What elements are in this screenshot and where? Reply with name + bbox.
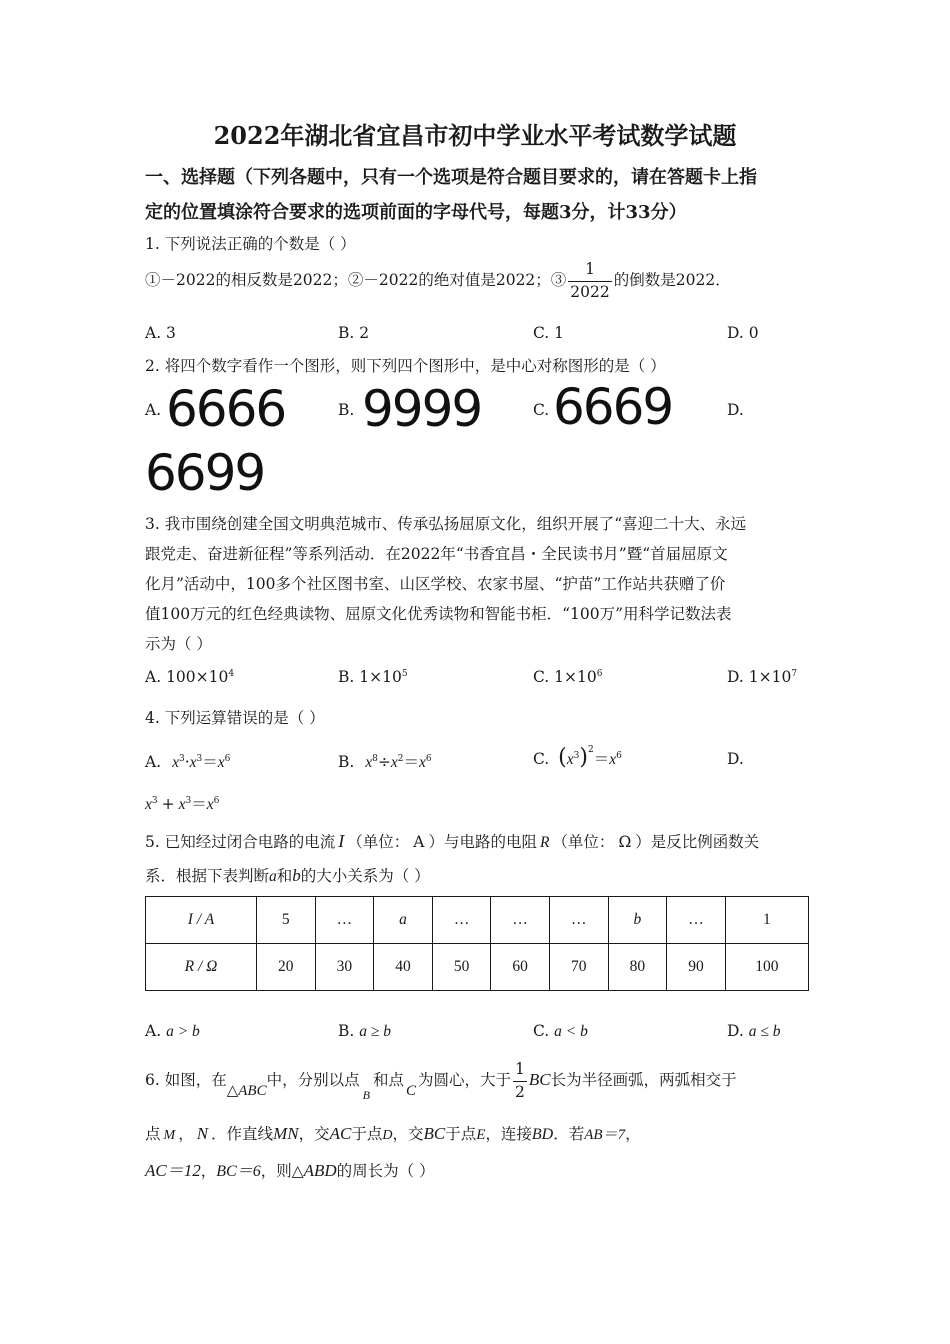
- q6-text-1d: 为圆心，大于: [417, 1071, 511, 1089]
- q5-option-b-expr: a ≥ b: [359, 1023, 392, 1040]
- q5-line-2: [145, 864, 430, 886]
- q6-point-d: D: [382, 1128, 393, 1143]
- q1-option-c[interactable]: C. 1: [533, 324, 565, 342]
- q4-option-a[interactable]: [145, 750, 230, 772]
- q6-frac-num: 1: [515, 1060, 525, 1078]
- q6-triangle-abc: △ABC: [226, 1083, 267, 1099]
- q5-text-1d: （单位：: [552, 833, 615, 851]
- q6-ab-eq: AB＝7: [584, 1127, 626, 1143]
- q6-line-mn: MN: [273, 1124, 299, 1143]
- q6-point-b: B: [362, 1088, 370, 1102]
- q4-stem: 4. 下列运算错误的是（ ）: [145, 709, 325, 727]
- section-heading-line2: 定的位置填涂符合要求的选项前面的字母代号，每题3分，计33分）: [145, 202, 687, 223]
- q4-d-eq: ＝: [191, 795, 207, 813]
- q3-line-3: 化月”活动中，100多个社区图书室、山区学校、农家书屋、“护苗”工作站共获赠了价: [145, 575, 726, 593]
- q3-option-b[interactable]: [338, 668, 408, 686]
- q4-c-e1: 3: [573, 751, 580, 761]
- q6-segment-bc-2: BC: [423, 1124, 446, 1143]
- q6-segment-bd: BD: [531, 1126, 554, 1143]
- q1-part-a: ①－2022的相反数是2022；②－2022的绝对值是2022；③: [145, 271, 567, 289]
- q4-c-x1: x: [566, 751, 574, 768]
- q1-option-a[interactable]: A. 3: [145, 324, 176, 342]
- q5-text-2b: 和: [276, 867, 293, 885]
- q4-option-c[interactable]: [533, 745, 622, 770]
- q4-option-b[interactable]: [338, 750, 432, 772]
- q4-a-x2: x: [189, 754, 197, 771]
- q3-option-d-base: 1×10: [748, 668, 792, 686]
- q2-option-b-label[interactable]: B.: [338, 401, 355, 419]
- q6-ac-eq: AC＝12: [145, 1161, 201, 1180]
- q4-option-d-expr: [145, 792, 219, 814]
- q4-d-e1: 3: [151, 796, 158, 806]
- q6-line-3: [145, 1156, 435, 1181]
- q6-text-2i: ．若: [553, 1125, 585, 1143]
- q6-text-2c: ．作直线: [211, 1125, 274, 1143]
- q4-a-x3: x: [217, 754, 225, 771]
- q6-text-2e: 于点: [351, 1125, 383, 1143]
- q4-d-x1: x: [145, 796, 152, 813]
- q6-text-2h: ，连接: [485, 1125, 532, 1143]
- q4-c-e3: 6: [616, 751, 622, 761]
- q6-text-1b: 中，分别以点: [266, 1071, 360, 1089]
- q3-option-c-label: C.: [533, 668, 550, 686]
- q6-bc-eq: BC＝6: [216, 1163, 261, 1180]
- q6-text-2b: ，: [178, 1125, 194, 1143]
- q6-text-2d: ，交: [298, 1125, 330, 1143]
- q6-text-3a: ，: [200, 1162, 217, 1180]
- q3-option-b-exp: 5: [401, 669, 408, 679]
- q1-option-d[interactable]: D. 0: [727, 324, 759, 342]
- q5-text-1b: （单位：: [347, 833, 410, 851]
- q3-option-c-base: 1×10: [554, 668, 597, 686]
- q3-line-1: 3. 我市围绕创建全国文明典范城市、传承弘扬屈原文化，组织开展了“喜迎二十大、永远: [145, 515, 747, 533]
- q5-var-b: b: [292, 866, 301, 885]
- q5-option-c-label: C.: [533, 1022, 550, 1040]
- q2-figure-b: 9999: [362, 380, 482, 438]
- q4-d-e2: 3: [185, 796, 192, 806]
- q3-option-b-label: B.: [338, 668, 355, 686]
- q4-b-e3: 6: [425, 754, 432, 764]
- q6-segment-ac: AC: [329, 1124, 352, 1143]
- q3-line-4: 值100万元的红色经典读物、屈原文化优秀读物和智能书柜．“100万”用科学记数法表: [145, 605, 732, 623]
- q4-a-x1: x: [172, 754, 179, 771]
- table-cell: 1: [725, 897, 808, 944]
- q4-c-paren-close: ): [579, 745, 588, 770]
- q1-statement: [145, 262, 731, 300]
- table-cell: …: [432, 897, 491, 944]
- q6-fraction: [513, 1062, 527, 1100]
- table-cell: 30: [315, 944, 374, 991]
- q3-option-b-base: 1×10: [359, 668, 402, 686]
- q4-c-x2: x: [609, 751, 617, 768]
- q5-option-c[interactable]: [533, 1022, 588, 1041]
- q5-text-1a: 5. 已知经过闭合电路的电流: [145, 833, 336, 851]
- q5-text-1e: ）是反比例函数关: [635, 833, 760, 851]
- table-cell: 70: [549, 944, 608, 991]
- q4-option-a-label: A.: [145, 753, 162, 771]
- q6-point-n: N: [196, 1124, 209, 1143]
- q5-option-a-label: A.: [145, 1022, 162, 1040]
- q3-option-a-base: 100×10: [166, 668, 229, 686]
- q1-stem: 1. 下列说法正确的个数是（ ）: [145, 235, 356, 253]
- q4-b-x1: x: [365, 754, 373, 771]
- q4-b-x2: x: [390, 754, 398, 771]
- q4-a-eq: ＝: [202, 753, 218, 771]
- q3-option-c[interactable]: [533, 668, 602, 686]
- q2-figure-c: 6669: [553, 378, 673, 436]
- table-cell: 5: [257, 897, 316, 944]
- q6-point-c: C: [405, 1083, 416, 1099]
- q6-segment-bc: BC: [528, 1070, 551, 1089]
- q1-part-b: 的倒数是2022．: [613, 271, 731, 289]
- q5-option-b-label: B.: [338, 1022, 355, 1040]
- q3-option-a-exp: 4: [228, 669, 235, 679]
- q4-b-op: ÷: [377, 753, 391, 771]
- q3-option-a-label: A.: [145, 668, 162, 686]
- q4-c-eq: ＝: [593, 750, 610, 768]
- q4-a-e3: 6: [224, 754, 231, 764]
- q4-d-x2: x: [178, 796, 186, 813]
- q5-var-i: I: [338, 831, 345, 851]
- q4-a-e2: 3: [196, 754, 203, 764]
- q3-option-d-label: D.: [727, 668, 744, 686]
- q2-figure-d: 6699: [145, 444, 265, 502]
- q5-option-d[interactable]: [727, 1022, 781, 1041]
- q4-b-eq: ＝: [403, 753, 420, 771]
- q4-d-op: +: [161, 795, 175, 813]
- q5-text-1c: ）与电路的电阻: [428, 833, 537, 851]
- q5-option-a[interactable]: [145, 1022, 200, 1041]
- q3-option-d-exp: 7: [791, 669, 798, 679]
- q6-text-1a: 6. 如图，在: [145, 1071, 227, 1089]
- table-cell: 80: [608, 944, 667, 991]
- q5-option-a-expr: a > b: [166, 1023, 200, 1040]
- q4-a-e1: 3: [178, 754, 185, 764]
- q5-text-2a: 系．根据下表判断: [145, 867, 270, 885]
- table-cell: 60: [491, 944, 550, 991]
- q4-b-e2: 2: [397, 754, 404, 764]
- q6-text-3c: 的周长为（ ）: [336, 1162, 435, 1180]
- q6-triangle-abd: ABD: [303, 1161, 337, 1180]
- table-cell: b: [608, 897, 667, 944]
- q6-point-e: E: [476, 1127, 486, 1143]
- table-row: [146, 944, 809, 991]
- table-cell: …: [667, 897, 726, 944]
- q1-option-b[interactable]: B. 2: [338, 324, 370, 342]
- table-cell: 20: [257, 944, 316, 991]
- q6-text-2g: 于点: [445, 1125, 477, 1143]
- q3-option-d[interactable]: [727, 668, 797, 686]
- table-cell: 50: [432, 944, 491, 991]
- q5-var-r: R: [539, 834, 550, 851]
- q5-option-b[interactable]: [338, 1022, 391, 1041]
- table-cell: 90: [667, 944, 726, 991]
- q1-frac-num: 1: [585, 260, 595, 278]
- section-heading-line1: 一、选择题（下列各题中，只有一个选项是符合题目要求的，请在答题卡上指: [145, 167, 757, 188]
- q4-option-b-label: B.: [338, 753, 355, 771]
- table-cell: …: [491, 897, 550, 944]
- q5-table: [145, 896, 809, 991]
- q1-frac-den: 2022: [570, 282, 610, 301]
- q6-line-1: [145, 1062, 737, 1100]
- table-cell: a: [374, 897, 433, 944]
- table-row: [146, 897, 809, 944]
- q6-text-1e: 长为半径画弧，两弧相交于: [550, 1071, 737, 1089]
- q2-figure-a: 6666: [166, 380, 286, 438]
- q3-line-5: 示为（ ）: [145, 635, 212, 653]
- q6-text-1c: 和点: [372, 1071, 404, 1089]
- q6-text-2j: ，: [625, 1125, 641, 1143]
- q6-point-m: M: [163, 1128, 176, 1143]
- q5-option-d-label: D.: [727, 1022, 744, 1040]
- q3-line-2: 跟党走、奋进新征程”等系列活动．在2022年“书香宜昌・全民读书月”暨“首届屈原文: [145, 545, 728, 563]
- q4-c-outer-exp: 2: [587, 745, 594, 755]
- q4-option-c-label: C.: [533, 750, 550, 768]
- q4-option-d-label[interactable]: D.: [727, 750, 744, 768]
- q2-option-d-label[interactable]: D.: [727, 401, 744, 419]
- table-cell: …: [549, 897, 608, 944]
- table-cell: I / A: [146, 897, 257, 944]
- table-cell: R / Ω: [146, 944, 257, 991]
- q3-option-a[interactable]: [145, 668, 234, 686]
- q6-text-2a: 点: [145, 1125, 161, 1143]
- q5-option-d-expr: a ≤ b: [748, 1023, 781, 1040]
- q5-text-2c: 的大小关系为（ ）: [300, 867, 430, 885]
- table-cell: 40: [374, 944, 433, 991]
- q1-fraction: [568, 262, 611, 300]
- q2-option-a-label[interactable]: A.: [145, 401, 162, 419]
- q4-d-e3: 6: [213, 796, 220, 806]
- q5-unit-a: A: [413, 833, 425, 851]
- table-cell: 100: [725, 944, 808, 991]
- q4-c-paren-open: (: [558, 745, 567, 770]
- q6-frac-den: 2: [515, 1082, 525, 1101]
- q4-b-e1: 8: [372, 754, 378, 764]
- q2-option-c-label[interactable]: C.: [533, 401, 550, 419]
- table-cell: …: [315, 897, 374, 944]
- q6-text-2f: ，交: [392, 1125, 424, 1143]
- q4-b-x3: x: [419, 754, 426, 771]
- q3-option-c-exp: 6: [596, 669, 603, 679]
- q2-stem: 2. 将四个数字看作一个图形，则下列四个图形中，是中心对称图形的是（ ）: [145, 357, 666, 375]
- q4-d-x3: x: [206, 796, 214, 813]
- q4-a-op: ·: [184, 753, 190, 771]
- q5-line-1: [145, 830, 759, 852]
- q6-line-2: [145, 1122, 641, 1144]
- q5-option-c-expr: a < b: [554, 1023, 588, 1040]
- q5-var-a: a: [269, 868, 277, 885]
- page-title: 2022年湖北省宜昌市初中学业水平考试数学试题: [213, 121, 737, 150]
- q5-unit-ohm: Ω: [618, 833, 632, 851]
- q6-text-3b: ，则△: [260, 1162, 304, 1180]
